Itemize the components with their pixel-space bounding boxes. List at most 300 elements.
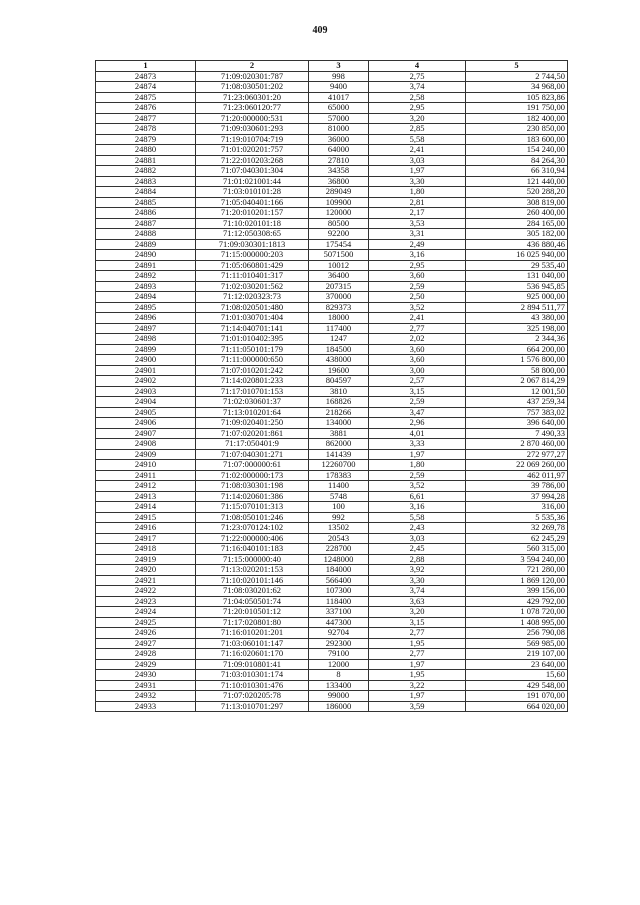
table-cell: 1247 xyxy=(309,334,369,345)
table-cell: 3,20 xyxy=(369,607,466,618)
table-cell: 99000 xyxy=(309,691,369,702)
table-cell: 218266 xyxy=(309,407,369,418)
table-cell: 24902 xyxy=(96,376,196,387)
table-cell: 24927 xyxy=(96,638,196,649)
table-cell: 43 380,00 xyxy=(466,313,568,324)
table-cell: 71:22:000000:406 xyxy=(196,533,309,544)
table-cell: 71:03:060101:147 xyxy=(196,638,309,649)
table-row xyxy=(96,218,568,229)
table-row xyxy=(96,145,568,156)
table-cell: 2,95 xyxy=(369,260,466,271)
table-cell: 5 535,36 xyxy=(466,512,568,523)
table-cell: 447300 xyxy=(309,617,369,628)
table-cell: 3,74 xyxy=(369,82,466,93)
table-cell: 3,60 xyxy=(369,271,466,282)
table-cell: 66 310,94 xyxy=(466,166,568,177)
table-cell: 757 383,02 xyxy=(466,407,568,418)
table-row xyxy=(96,250,568,261)
table-cell: 109900 xyxy=(309,197,369,208)
table-cell: 71:10:020101:18 xyxy=(196,218,309,229)
table-cell: 71:14:020601:386 xyxy=(196,491,309,502)
table-cell: 71:09:010801:41 xyxy=(196,659,309,670)
table-cell: 925 000,00 xyxy=(466,292,568,303)
table-cell: 3,53 xyxy=(369,218,466,229)
table-cell: 71:23:060301:20 xyxy=(196,92,309,103)
table-cell: 2 344,36 xyxy=(466,334,568,345)
table-cell: 71:09:030301:1813 xyxy=(196,239,309,250)
table-cell: 24886 xyxy=(96,208,196,219)
table-cell: 24884 xyxy=(96,187,196,198)
table-cell: 175454 xyxy=(309,239,369,250)
table-row xyxy=(96,176,568,187)
table-cell: 71:15:070101:313 xyxy=(196,502,309,513)
column-header-2: 2 xyxy=(196,61,309,72)
table-row xyxy=(96,544,568,555)
table-cell: 1,97 xyxy=(369,691,466,702)
table-cell: 71:10:010301:476 xyxy=(196,680,309,691)
table-cell: 16 025 940,00 xyxy=(466,250,568,261)
table-cell: 71:09:020401:250 xyxy=(196,418,309,429)
table-row xyxy=(96,659,568,670)
table-row xyxy=(96,586,568,597)
table-cell: 24926 xyxy=(96,628,196,639)
table-cell: 11400 xyxy=(309,481,369,492)
table-cell: 24925 xyxy=(96,617,196,628)
table-cell: 520 288,20 xyxy=(466,187,568,198)
table-cell: 3 594 240,00 xyxy=(466,554,568,565)
table-cell: 121 440,00 xyxy=(466,176,568,187)
column-header-4: 4 xyxy=(369,61,466,72)
table-cell: 3,47 xyxy=(369,407,466,418)
table-row xyxy=(96,680,568,691)
table-cell: 24873 xyxy=(96,71,196,82)
table-cell: 230 850,00 xyxy=(466,124,568,135)
table-cell: 305 182,00 xyxy=(466,229,568,240)
column-header-1: 1 xyxy=(96,61,196,72)
table-row xyxy=(96,502,568,513)
table-cell: 24923 xyxy=(96,596,196,607)
table-cell: 24885 xyxy=(96,197,196,208)
table-cell: 71:01:030701:404 xyxy=(196,313,309,324)
table-cell: 3810 xyxy=(309,386,369,397)
table-cell: 92704 xyxy=(309,628,369,639)
table-cell: 24919 xyxy=(96,554,196,565)
table-cell: 24898 xyxy=(96,334,196,345)
table-row xyxy=(96,407,568,418)
table-cell: 429 792,00 xyxy=(466,596,568,607)
table-cell: 71:03:010101:28 xyxy=(196,187,309,198)
table-cell: 2 744,50 xyxy=(466,71,568,82)
table-cell: 24905 xyxy=(96,407,196,418)
table-row xyxy=(96,565,568,576)
table-cell: 3881 xyxy=(309,428,369,439)
table-cell: 3,31 xyxy=(369,229,466,240)
table-cell: 24890 xyxy=(96,250,196,261)
table-cell: 24889 xyxy=(96,239,196,250)
table-cell: 2,57 xyxy=(369,376,466,387)
table-cell: 664 020,00 xyxy=(466,701,568,712)
table-cell: 24912 xyxy=(96,481,196,492)
table-cell: 3,74 xyxy=(369,586,466,597)
table-cell: 57000 xyxy=(309,113,369,124)
table-cell: 24932 xyxy=(96,691,196,702)
table-cell: 24882 xyxy=(96,166,196,177)
table-cell: 71:13:010701:297 xyxy=(196,701,309,712)
table-row xyxy=(96,281,568,292)
table-cell: 862000 xyxy=(309,439,369,450)
table-cell: 24924 xyxy=(96,607,196,618)
table-cell: 71:02:000000:173 xyxy=(196,470,309,481)
table-cell: 71:01:020201:757 xyxy=(196,145,309,156)
table-cell: 62 245,29 xyxy=(466,533,568,544)
table-cell: 5,58 xyxy=(369,134,466,145)
table-cell: 79100 xyxy=(309,649,369,660)
table-cell: 71:07:040301:304 xyxy=(196,166,309,177)
table-cell: 2,59 xyxy=(369,281,466,292)
table-cell: 24918 xyxy=(96,544,196,555)
table-cell: 15,60 xyxy=(466,670,568,681)
table-cell: 5071500 xyxy=(309,250,369,261)
table-cell: 3,03 xyxy=(369,155,466,166)
table-cell: 39 786,00 xyxy=(466,481,568,492)
table-cell: 71:13:010201:64 xyxy=(196,407,309,418)
table-row xyxy=(96,134,568,145)
table-cell: 2,96 xyxy=(369,418,466,429)
table-row xyxy=(96,113,568,124)
table-cell: 13502 xyxy=(309,523,369,534)
table-cell: 36400 xyxy=(309,271,369,282)
table-cell: 71:07:010201:242 xyxy=(196,365,309,376)
table-cell: 2,95 xyxy=(369,103,466,114)
table-cell: 24917 xyxy=(96,533,196,544)
table-row xyxy=(96,155,568,166)
table-cell: 4,01 xyxy=(369,428,466,439)
table-cell: 41017 xyxy=(309,92,369,103)
table-cell: 2 067 814,29 xyxy=(466,376,568,387)
table-row xyxy=(96,596,568,607)
table-row xyxy=(96,575,568,586)
table-cell: 219 107,00 xyxy=(466,649,568,660)
table-cell: 260 400,00 xyxy=(466,208,568,219)
table-cell: 3,52 xyxy=(369,302,466,313)
table-cell: 308 819,00 xyxy=(466,197,568,208)
table-cell: 2,77 xyxy=(369,323,466,334)
table-cell: 12000 xyxy=(309,659,369,670)
table-cell: 71:14:020801:233 xyxy=(196,376,309,387)
table-row xyxy=(96,376,568,387)
table-cell: 71:08:030201:62 xyxy=(196,586,309,597)
table-cell: 71:01:021001:44 xyxy=(196,176,309,187)
table-cell: 92200 xyxy=(309,229,369,240)
table-cell: 24896 xyxy=(96,313,196,324)
table-cell: 65000 xyxy=(309,103,369,114)
table-cell: 71:14:040701:141 xyxy=(196,323,309,334)
table-cell: 184500 xyxy=(309,344,369,355)
table-row xyxy=(96,344,568,355)
table-cell: 1248000 xyxy=(309,554,369,565)
table-cell: 24876 xyxy=(96,103,196,114)
table-cell: 24913 xyxy=(96,491,196,502)
table-row xyxy=(96,481,568,492)
column-header-3: 3 xyxy=(309,61,369,72)
table-row xyxy=(96,439,568,450)
table-cell: 71:11:000000:650 xyxy=(196,355,309,366)
table-cell: 2 870 460,00 xyxy=(466,439,568,450)
table-cell: 284 165,00 xyxy=(466,218,568,229)
table-cell: 24893 xyxy=(96,281,196,292)
table-cell: 84 264,30 xyxy=(466,155,568,166)
table-cell: 71:07:020205:78 xyxy=(196,691,309,702)
table-row xyxy=(96,355,568,366)
table-cell: 24907 xyxy=(96,428,196,439)
table-cell: 6,61 xyxy=(369,491,466,502)
table-cell: 24888 xyxy=(96,229,196,240)
table-cell: 316,00 xyxy=(466,502,568,513)
table-cell: 71:08:030501:202 xyxy=(196,82,309,93)
table-row xyxy=(96,512,568,523)
table-cell: 1 408 995,00 xyxy=(466,617,568,628)
table-cell: 105 823,86 xyxy=(466,92,568,103)
table-cell: 24875 xyxy=(96,92,196,103)
table-row xyxy=(96,260,568,271)
table-cell: 117400 xyxy=(309,323,369,334)
table-cell: 3,15 xyxy=(369,386,466,397)
table-cell: 1 869 120,00 xyxy=(466,575,568,586)
table-cell: 1,97 xyxy=(369,659,466,670)
table-cell: 3,15 xyxy=(369,617,466,628)
table-cell: 2,17 xyxy=(369,208,466,219)
register-table xyxy=(95,60,568,712)
table-cell: 24928 xyxy=(96,649,196,660)
table-row xyxy=(96,103,568,114)
table-cell: 71:03:010301:174 xyxy=(196,670,309,681)
table-cell: 18000 xyxy=(309,313,369,324)
table-cell: 8 xyxy=(309,670,369,681)
table-cell: 19600 xyxy=(309,365,369,376)
table-cell: 9400 xyxy=(309,82,369,93)
table-cell: 71:08:020501:480 xyxy=(196,302,309,313)
table-cell: 2,59 xyxy=(369,397,466,408)
table-cell: 71:02:030201:562 xyxy=(196,281,309,292)
table-cell: 71:02:030601:37 xyxy=(196,397,309,408)
table-cell: 1,97 xyxy=(369,166,466,177)
table-cell: 24911 xyxy=(96,470,196,481)
table-cell: 325 198,00 xyxy=(466,323,568,334)
table-cell: 3,30 xyxy=(369,575,466,586)
table-cell: 71:10:020101:146 xyxy=(196,575,309,586)
table-cell: 71:13:020201:153 xyxy=(196,565,309,576)
table-cell: 24916 xyxy=(96,523,196,534)
table-cell: 992 xyxy=(309,512,369,523)
table-cell: 337100 xyxy=(309,607,369,618)
table-row xyxy=(96,607,568,618)
table-cell: 24874 xyxy=(96,82,196,93)
table-cell: 2,85 xyxy=(369,124,466,135)
table-row xyxy=(96,239,568,250)
table-cell: 2,77 xyxy=(369,628,466,639)
table-cell: 131 040,00 xyxy=(466,271,568,282)
table-row xyxy=(96,491,568,502)
table-cell: 721 280,00 xyxy=(466,565,568,576)
table-cell: 168826 xyxy=(309,397,369,408)
table-cell: 24909 xyxy=(96,449,196,460)
table-cell: 24878 xyxy=(96,124,196,135)
table-cell: 24900 xyxy=(96,355,196,366)
table-row xyxy=(96,649,568,660)
table-cell: 2,02 xyxy=(369,334,466,345)
table-cell: 134000 xyxy=(309,418,369,429)
table-cell: 24920 xyxy=(96,565,196,576)
table-cell: 71:11:050101:179 xyxy=(196,344,309,355)
table-cell: 37 994,28 xyxy=(466,491,568,502)
table-row xyxy=(96,334,568,345)
header-row xyxy=(96,61,568,72)
table-cell: 71:08:030301:198 xyxy=(196,481,309,492)
table-cell: 118400 xyxy=(309,596,369,607)
table-cell: 2,58 xyxy=(369,92,466,103)
table-cell: 2,43 xyxy=(369,523,466,534)
table-row xyxy=(96,208,568,219)
table-cell: 436 880,46 xyxy=(466,239,568,250)
table-cell: 1,95 xyxy=(369,638,466,649)
table-cell: 20543 xyxy=(309,533,369,544)
table-cell: 289049 xyxy=(309,187,369,198)
table-cell: 80500 xyxy=(309,218,369,229)
table-cell: 24904 xyxy=(96,397,196,408)
table-cell: 3,92 xyxy=(369,565,466,576)
table-row xyxy=(96,533,568,544)
table-cell: 71:11:010401:317 xyxy=(196,271,309,282)
table-cell: 536 945,85 xyxy=(466,281,568,292)
table-cell: 22 069 260,00 xyxy=(466,460,568,471)
table-row xyxy=(96,460,568,471)
table-cell: 1,80 xyxy=(369,187,466,198)
table-cell: 5748 xyxy=(309,491,369,502)
table-row xyxy=(96,365,568,376)
table-row xyxy=(96,701,568,712)
table-cell: 71:20:010501:12 xyxy=(196,607,309,618)
table-cell: 24877 xyxy=(96,113,196,124)
table-cell: 24914 xyxy=(96,502,196,513)
table-cell: 2,41 xyxy=(369,313,466,324)
table-row xyxy=(96,323,568,334)
table-cell: 12260700 xyxy=(309,460,369,471)
table-cell: 71:12:050308:65 xyxy=(196,229,309,240)
table-cell: 2,41 xyxy=(369,145,466,156)
table-cell: 272 977,27 xyxy=(466,449,568,460)
table-cell: 71:16:020601:170 xyxy=(196,649,309,660)
table-row xyxy=(96,691,568,702)
table-cell: 3,16 xyxy=(369,502,466,513)
table-row xyxy=(96,386,568,397)
table-cell: 71:07:000000:61 xyxy=(196,460,309,471)
table-cell: 24929 xyxy=(96,659,196,670)
table-cell: 24887 xyxy=(96,218,196,229)
table-cell: 2,59 xyxy=(369,470,466,481)
table-cell: 71:05:040401:166 xyxy=(196,197,309,208)
table-cell: 71:07:040301:271 xyxy=(196,449,309,460)
table-cell: 24910 xyxy=(96,460,196,471)
table-cell: 24908 xyxy=(96,439,196,450)
table-cell: 27810 xyxy=(309,155,369,166)
table-cell: 184000 xyxy=(309,565,369,576)
table-cell: 1 078 720,00 xyxy=(466,607,568,618)
table-cell: 154 240,00 xyxy=(466,145,568,156)
table-cell: 24915 xyxy=(96,512,196,523)
table-row xyxy=(96,418,568,429)
table-cell: 2,45 xyxy=(369,544,466,555)
table-cell: 71:12:020323:73 xyxy=(196,292,309,303)
table-cell: 36000 xyxy=(309,134,369,145)
table-cell: 24922 xyxy=(96,586,196,597)
table-cell: 3,16 xyxy=(369,250,466,261)
table-cell: 71:01:010402:395 xyxy=(196,334,309,345)
table-cell: 71:07:020201:861 xyxy=(196,428,309,439)
table-row xyxy=(96,449,568,460)
table-row xyxy=(96,229,568,240)
table-cell: 1,80 xyxy=(369,460,466,471)
table-cell: 3,30 xyxy=(369,176,466,187)
table-cell: 71:22:010203:268 xyxy=(196,155,309,166)
table-cell: 120000 xyxy=(309,208,369,219)
table-cell: 3,60 xyxy=(369,344,466,355)
table-cell: 256 790,08 xyxy=(466,628,568,639)
table-cell: 2,88 xyxy=(369,554,466,565)
table-cell: 829373 xyxy=(309,302,369,313)
table-cell: 396 640,00 xyxy=(466,418,568,429)
table-cell: 34358 xyxy=(309,166,369,177)
table-cell: 1,95 xyxy=(369,670,466,681)
table-cell: 664 200,00 xyxy=(466,344,568,355)
table-row xyxy=(96,397,568,408)
table-cell: 71:04:050501:74 xyxy=(196,596,309,607)
table-cell: 10012 xyxy=(309,260,369,271)
table-cell: 437 259,34 xyxy=(466,397,568,408)
table-cell: 24930 xyxy=(96,670,196,681)
table-cell: 107300 xyxy=(309,586,369,597)
table-cell: 560 315,00 xyxy=(466,544,568,555)
table-cell: 5,58 xyxy=(369,512,466,523)
table-cell: 3,00 xyxy=(369,365,466,376)
table-cell: 3,59 xyxy=(369,701,466,712)
table-cell: 24894 xyxy=(96,292,196,303)
table-cell: 3,33 xyxy=(369,439,466,450)
table-cell: 12 001,50 xyxy=(466,386,568,397)
table-cell: 24897 xyxy=(96,323,196,334)
table-cell: 71:16:010201:201 xyxy=(196,628,309,639)
table-row xyxy=(96,523,568,534)
table-row xyxy=(96,617,568,628)
table-row xyxy=(96,292,568,303)
table-row xyxy=(96,302,568,313)
table-cell: 71:23:070124:102 xyxy=(196,523,309,534)
table-cell: 3,63 xyxy=(369,596,466,607)
table-cell: 292300 xyxy=(309,638,369,649)
table-cell: 3,52 xyxy=(369,481,466,492)
table-cell: 24931 xyxy=(96,680,196,691)
table-cell: 71:08:050101:246 xyxy=(196,512,309,523)
table-cell: 71:09:020301:787 xyxy=(196,71,309,82)
table-cell: 3,03 xyxy=(369,533,466,544)
table-cell: 191 070,00 xyxy=(466,691,568,702)
table-row xyxy=(96,554,568,565)
table-cell: 998 xyxy=(309,71,369,82)
table-cell: 71:20:000000:531 xyxy=(196,113,309,124)
table-cell: 207315 xyxy=(309,281,369,292)
table-cell: 58 800,00 xyxy=(466,365,568,376)
table-cell: 370000 xyxy=(309,292,369,303)
table-cell: 191 750,00 xyxy=(466,103,568,114)
